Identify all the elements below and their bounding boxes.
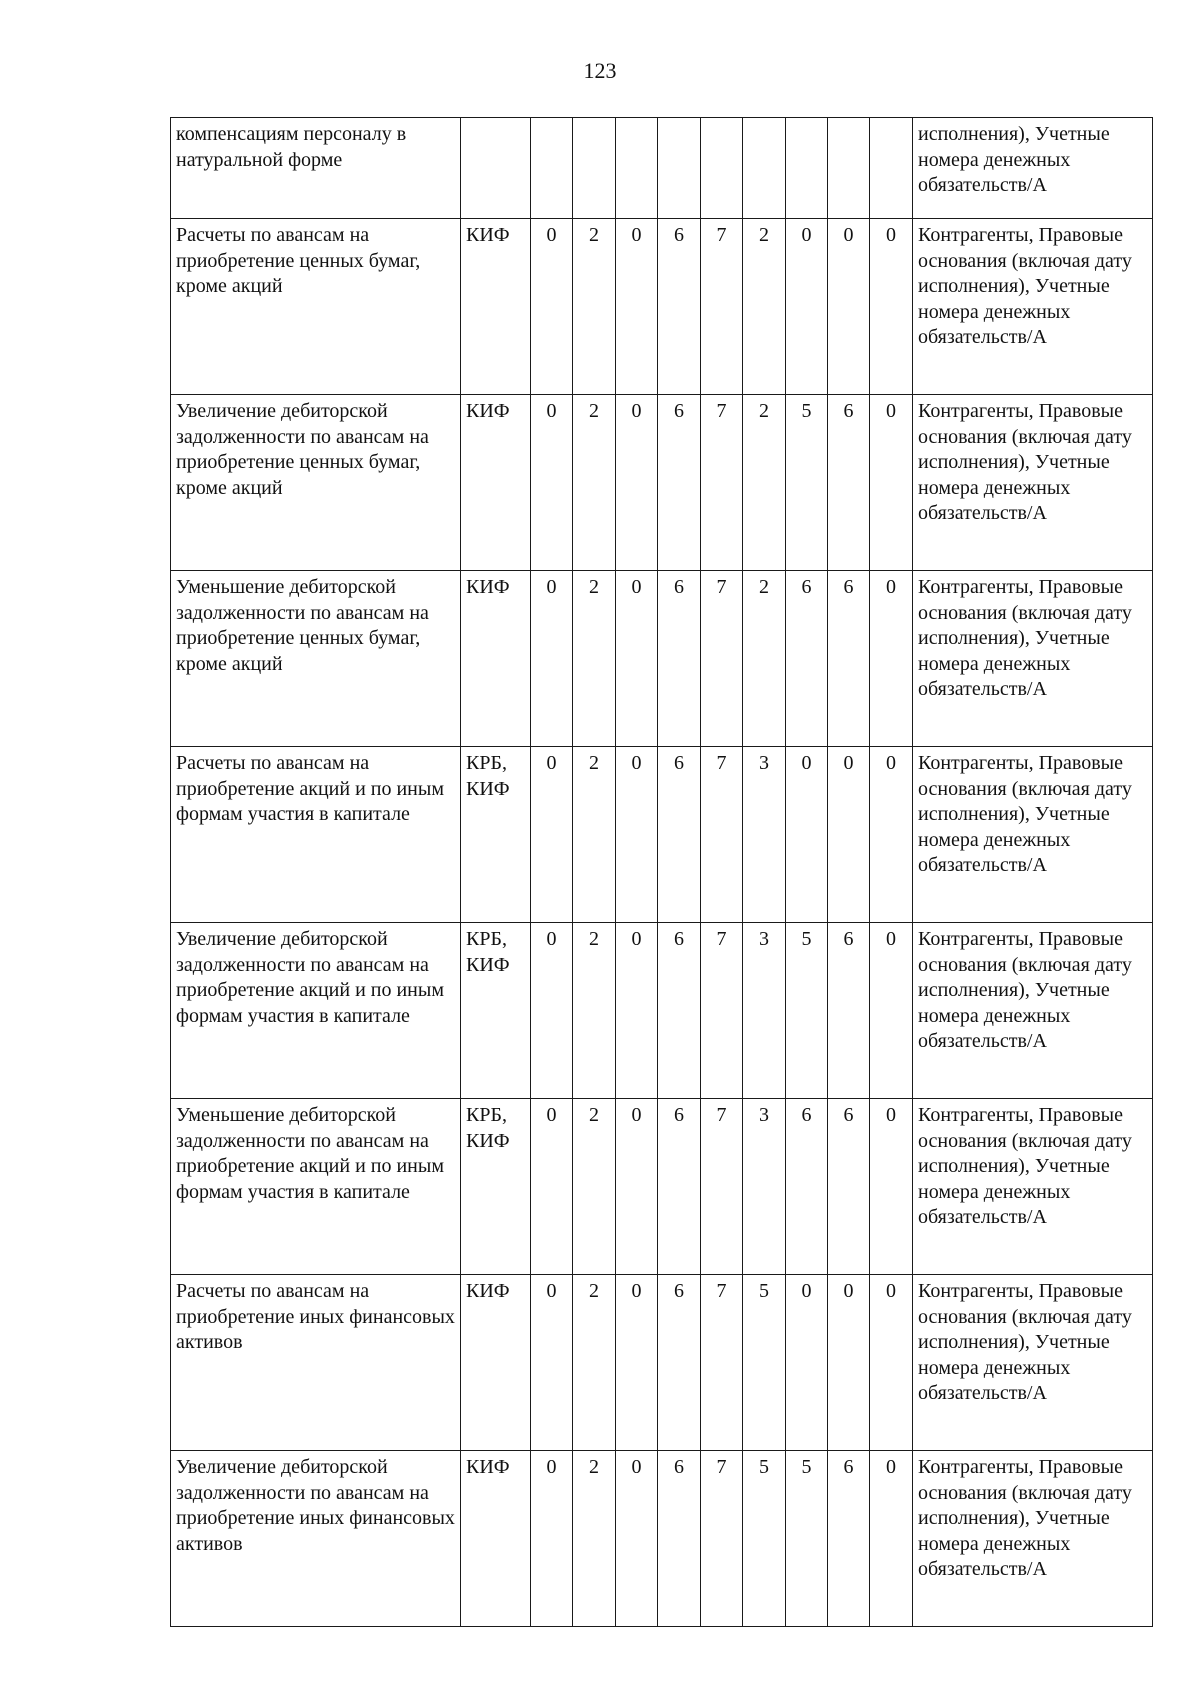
- account-digit-cell: 7: [701, 219, 743, 395]
- account-name-cell: Уменьшение дебиторской задолженности по авансам на приобретение акций и по иным формам участия в капитале: [171, 1099, 461, 1275]
- activity-code-cell: КРБ, КИФ: [461, 747, 531, 923]
- account-digit-cell: 0: [828, 747, 870, 923]
- account-digit-cell: [828, 118, 870, 219]
- account-name-cell: Расчеты по авансам на приобретение акций и по иным формам участия в капитале: [171, 747, 461, 923]
- table-row: [171, 219, 1153, 395]
- activity-code-cell: КРБ, КИФ: [461, 923, 531, 1099]
- account-digit-cell: 2: [573, 1451, 616, 1627]
- account-digit-cell: 0: [828, 219, 870, 395]
- account-digit-cell: 0: [616, 923, 658, 1099]
- account-digit-cell: 0: [828, 1275, 870, 1451]
- account-digit-cell: 6: [786, 571, 828, 747]
- account-digit-cell: 5: [786, 923, 828, 1099]
- activity-code-cell: КИФ: [461, 395, 531, 571]
- account-name-cell: Увеличение дебиторской задолженности по авансам на приобретение иных финансовых активов: [171, 1451, 461, 1627]
- account-digit-cell: [786, 118, 828, 219]
- analytics-cell: Контрагенты, Правовые основания (включая дату исполнения), Учетные номера денежных обязательств/А: [913, 1099, 1153, 1275]
- account-digit-cell: 0: [616, 1451, 658, 1627]
- account-digit-cell: [870, 118, 913, 219]
- account-digit-cell: 3: [743, 923, 786, 1099]
- account-digit-cell: 7: [701, 395, 743, 571]
- account-digit-cell: 0: [870, 219, 913, 395]
- account-digit-cell: [743, 118, 786, 219]
- table-row: [171, 395, 1153, 571]
- account-digit-cell: 7: [701, 1275, 743, 1451]
- table-row: [171, 923, 1153, 1099]
- account-digit-cell: 0: [616, 747, 658, 923]
- account-digit-cell: 0: [786, 219, 828, 395]
- account-digit-cell: 5: [743, 1275, 786, 1451]
- account-digit-cell: 0: [870, 1099, 913, 1275]
- account-digit-cell: 3: [743, 747, 786, 923]
- account-digit-cell: 6: [828, 395, 870, 571]
- analytics-cell: Контрагенты, Правовые основания (включая дату исполнения), Учетные номера денежных обязательств/А: [913, 1275, 1153, 1451]
- analytics-cell: Контрагенты, Правовые основания (включая дату исполнения), Учетные номера денежных обязательств/А: [913, 571, 1153, 747]
- account-digit-cell: 2: [573, 1275, 616, 1451]
- account-digit-cell: 0: [531, 571, 573, 747]
- account-digit-cell: 6: [658, 923, 701, 1099]
- account-name-cell: Увеличение дебиторской задолженности по авансам на приобретение акций и по иным формам участия в капитале: [171, 923, 461, 1099]
- account-digit-cell: 6: [658, 395, 701, 571]
- account-digit-cell: 0: [616, 1099, 658, 1275]
- table-row: [171, 1099, 1153, 1275]
- analytics-cell: Контрагенты, Правовые основания (включая дату исполнения), Учетные номера денежных обязательств/А: [913, 1451, 1153, 1627]
- account-digit-cell: 6: [828, 923, 870, 1099]
- account-digit-cell: 2: [573, 1099, 616, 1275]
- accounts-table: [170, 117, 1153, 1627]
- account-name-cell: Расчеты по авансам на приобретение ценных бумаг, кроме акций: [171, 219, 461, 395]
- table-row: [171, 571, 1153, 747]
- account-digit-cell: 0: [870, 395, 913, 571]
- activity-code-cell: КИФ: [461, 571, 531, 747]
- accounts-table-body: [171, 118, 1153, 1627]
- account-digit-cell: 0: [870, 1451, 913, 1627]
- account-digit-cell: 0: [870, 747, 913, 923]
- account-name-cell: Увеличение дебиторской задолженности по авансам на приобретение ценных бумаг, кроме акций: [171, 395, 461, 571]
- account-digit-cell: 7: [701, 923, 743, 1099]
- account-digit-cell: 7: [701, 747, 743, 923]
- account-digit-cell: 0: [616, 1275, 658, 1451]
- account-digit-cell: 6: [658, 219, 701, 395]
- account-digit-cell: 5: [743, 1451, 786, 1627]
- account-digit-cell: 7: [701, 571, 743, 747]
- account-digit-cell: 0: [786, 1275, 828, 1451]
- table-row: [171, 118, 1153, 219]
- activity-code-cell: [461, 118, 531, 219]
- account-name-cell: компенсациям персоналу в натуральной форме: [171, 118, 461, 219]
- account-digit-cell: 7: [701, 1099, 743, 1275]
- account-digit-cell: 6: [658, 571, 701, 747]
- account-digit-cell: 6: [658, 1451, 701, 1627]
- account-digit-cell: 6: [786, 1099, 828, 1275]
- analytics-cell: исполнения), Учетные номера денежных обязательств/А: [913, 118, 1153, 219]
- account-digit-cell: 2: [743, 219, 786, 395]
- account-digit-cell: 6: [658, 747, 701, 923]
- account-digit-cell: 2: [573, 923, 616, 1099]
- account-digit-cell: [658, 118, 701, 219]
- account-digit-cell: 6: [828, 571, 870, 747]
- account-digit-cell: 0: [616, 219, 658, 395]
- activity-code-cell: КИФ: [461, 219, 531, 395]
- account-digit-cell: 6: [658, 1275, 701, 1451]
- activity-code-cell: КРБ, КИФ: [461, 1099, 531, 1275]
- account-digit-cell: 6: [658, 1099, 701, 1275]
- table-row: [171, 1451, 1153, 1627]
- account-digit-cell: 6: [828, 1451, 870, 1627]
- account-digit-cell: 0: [531, 1451, 573, 1627]
- account-digit-cell: 2: [573, 571, 616, 747]
- table-row: [171, 747, 1153, 923]
- account-digit-cell: 2: [573, 395, 616, 571]
- account-digit-cell: 0: [531, 923, 573, 1099]
- account-digit-cell: 0: [870, 1275, 913, 1451]
- account-name-cell: Расчеты по авансам на приобретение иных финансовых активов: [171, 1275, 461, 1451]
- analytics-cell: Контрагенты, Правовые основания (включая дату исполнения), Учетные номера денежных обязательств/А: [913, 395, 1153, 571]
- account-digit-cell: 0: [531, 1099, 573, 1275]
- account-digit-cell: 0: [786, 747, 828, 923]
- table-row: [171, 1275, 1153, 1451]
- account-digit-cell: 5: [786, 395, 828, 571]
- activity-code-cell: КИФ: [461, 1275, 531, 1451]
- account-digit-cell: 2: [573, 219, 616, 395]
- account-digit-cell: [616, 118, 658, 219]
- account-digit-cell: 7: [701, 1451, 743, 1627]
- account-digit-cell: 2: [743, 395, 786, 571]
- account-digit-cell: 0: [531, 219, 573, 395]
- account-digit-cell: 0: [531, 395, 573, 571]
- account-name-cell: Уменьшение дебиторской задолженности по авансам на приобретение ценных бумаг, кроме акций: [171, 571, 461, 747]
- account-digit-cell: 0: [616, 395, 658, 571]
- account-digit-cell: [701, 118, 743, 219]
- account-digit-cell: [573, 118, 616, 219]
- account-digit-cell: 0: [870, 923, 913, 1099]
- account-digit-cell: 0: [531, 1275, 573, 1451]
- account-digit-cell: [531, 118, 573, 219]
- activity-code-cell: КИФ: [461, 1451, 531, 1627]
- account-digit-cell: 0: [870, 571, 913, 747]
- account-digit-cell: 3: [743, 1099, 786, 1275]
- account-digit-cell: 2: [573, 747, 616, 923]
- analytics-cell: Контрагенты, Правовые основания (включая дату исполнения), Учетные номера денежных обязательств/А: [913, 747, 1153, 923]
- account-digit-cell: 6: [828, 1099, 870, 1275]
- page-number: 123: [583, 58, 617, 83]
- account-digit-cell: 2: [743, 571, 786, 747]
- analytics-cell: Контрагенты, Правовые основания (включая дату исполнения), Учетные номера денежных обязательств/А: [913, 923, 1153, 1099]
- account-digit-cell: 0: [616, 571, 658, 747]
- account-digit-cell: 5: [786, 1451, 828, 1627]
- account-digit-cell: 0: [531, 747, 573, 923]
- analytics-cell: Контрагенты, Правовые основания (включая дату исполнения), Учетные номера денежных обязательств/А: [913, 219, 1153, 395]
